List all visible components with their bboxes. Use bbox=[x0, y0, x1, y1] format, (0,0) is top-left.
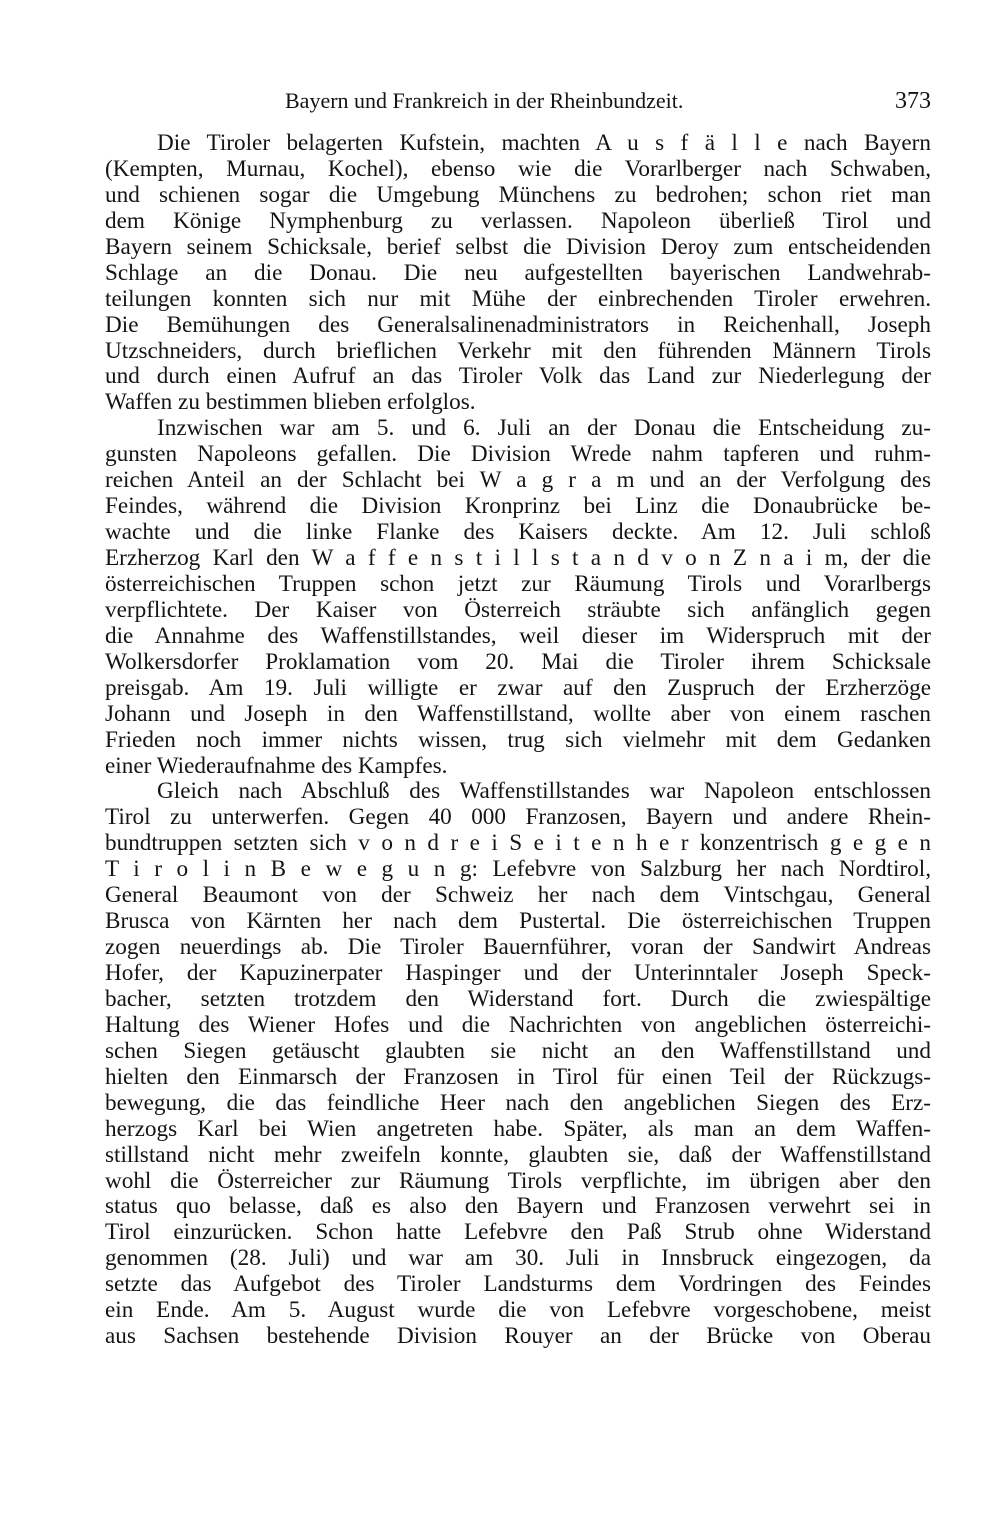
text-line: Die Tiroler belagerten Kufstein, machten A u s f ä l l e nach Bayern bbox=[157, 131, 931, 156]
text-line: Wolkersdorfer Proklamation vom 20. Mai die Tiroler ihrem Schicksale bbox=[105, 649, 931, 675]
text-line: verpflichtete. Der Kaiser von Österreich sträubte sich anfänglich gegen bbox=[105, 597, 931, 623]
text-line: Die Bemühungen des Generalsalinenadministrators in Reichenhall, Joseph bbox=[105, 312, 931, 338]
text-line: herzogs Karl bei Wien angetreten habe. Später, als man an dem Waffen- bbox=[105, 1116, 931, 1142]
text-line: Johann und Joseph in den Waffenstillstand, wollte aber von einem raschen bbox=[105, 701, 931, 727]
text-line: gunsten Napoleons gefallen. Die Division Wrede nahm tapferen und ruhm- bbox=[105, 442, 931, 468]
text-line: österreichischen Truppen schon jetzt zur Räumung Tirols und Vorarlbergs bbox=[105, 571, 931, 597]
text-line: bacher, setzten trotzdem den Widerstand fort. Durch die zwiespältige bbox=[105, 986, 931, 1012]
text-line: preisgab. Am 19. Juli willigte er zwar auf den Zuspruch der Erzherzöge bbox=[105, 675, 931, 701]
text-line: Utzschneiders, durch brieflichen Verkehr mit den führenden Männern Tirols bbox=[105, 338, 931, 364]
text-line: Tirol zu unterwerfen. Gegen 40 000 Franzosen, Bayern und andere Rhein- bbox=[105, 805, 931, 831]
page-header bbox=[105, 84, 931, 118]
running-head: Bayern und Frankreich in der Rheinbundzeit. bbox=[285, 88, 684, 113]
text-line: wachte und die linke Flanke des Kaisers deckte. Am 12. Juli schloß bbox=[105, 520, 931, 546]
text-line: T i r o l i n B e w e g u n g: Lefebvre von Salzburg her nach Nordtirol, bbox=[105, 857, 931, 883]
text-line: und schienen sogar die Umgebung Münchens zu bedrohen; schon riet man bbox=[105, 182, 931, 208]
body-text bbox=[105, 131, 931, 1350]
text-line: Brusca von Kärnten her nach dem Pustertal. Die österreichischen Truppen bbox=[105, 909, 931, 935]
text-line: und durch einen Aufruf an das Tiroler Volk das Land zur Niederlegung der bbox=[105, 364, 931, 390]
page-number: 373 bbox=[895, 88, 931, 114]
text-line: Tirol einzurücken. Schon hatte Lefebvre den Paß Strub ohne Widerstand bbox=[105, 1220, 931, 1246]
text-line: ein Ende. Am 5. August wurde die von Lefebvre vorgeschobene, meist bbox=[105, 1298, 931, 1324]
text-line: dem Könige Nymphenburg zu verlassen. Napoleon überließ Tirol und bbox=[105, 208, 931, 234]
text-line: General Beaumont von der Schweiz her nach dem Vintschgau, General bbox=[105, 883, 931, 909]
text-line: schen Siegen getäuscht glaubten sie nicht an den Waffenstillstand und bbox=[105, 1038, 931, 1064]
text-line: stillstand nicht mehr zweifeln konnte, glaubten sie, daß der Waffenstillstand bbox=[105, 1142, 931, 1168]
text-line: setzte das Aufgebot des Tiroler Landsturms dem Vordringen des Feindes bbox=[105, 1272, 931, 1298]
text-line: (Kempten, Murnau, Kochel), ebenso wie die Vorarlberger nach Schwaben, bbox=[105, 156, 931, 182]
text-line: bundtruppen setzten sich v o n d r e i S e i t e n h e r konzentrisch g e g e n bbox=[105, 831, 931, 857]
text-line: Gleich nach Abschluß des Waffenstillstandes war Napoleon entschlossen bbox=[157, 779, 931, 805]
text-line: Schlage an die Donau. Die neu aufgestellten bayerischen Landwehrab- bbox=[105, 260, 931, 286]
text-line: Feindes, während die Division Kronprinz bei Linz die Donaubrücke be- bbox=[105, 494, 931, 520]
text-line: Hofer, der Kapuzinerpater Haspinger und der Unterinntaler Joseph Speck- bbox=[105, 961, 931, 986]
text-line: teilungen konnten sich nur mit Mühe der einbrechenden Tiroler erwehren. bbox=[105, 286, 931, 312]
text-line: Erzherzog Karl den W a f f e n s t i l l s t a n d v o n Z n a i m, der die bbox=[105, 546, 931, 571]
text-line: Haltung des Wiener Hofes und die Nachrichten von angeblichen österreichi- bbox=[105, 1012, 931, 1038]
text-line: bewegung, die das feindliche Heer nach den angeblichen Siegen des Erz- bbox=[105, 1090, 931, 1116]
text-line: hielten den Einmarsch der Franzosen in Tirol für einen Teil der Rückzugs- bbox=[105, 1064, 931, 1090]
text-line: Waffen zu bestimmen blieben erfolglos. bbox=[105, 390, 476, 416]
text-line: Bayern seinem Schicksale, berief selbst die Division Deroy zum entscheidenden bbox=[105, 234, 931, 260]
text-line: zogen neuerdings ab. Die Tiroler Bauernführer, voran der Sandwirt Andreas bbox=[105, 935, 931, 961]
text-line: einer Wiederaufnahme des Kampfes. bbox=[105, 753, 448, 779]
text-line: reichen Anteil an der Schlacht bei W a g r a m und an der Verfolgung des bbox=[105, 468, 931, 494]
text-line: wohl die Österreicher zur Räumung Tirols verpflichte, im übrigen aber den bbox=[105, 1168, 931, 1194]
text-line: aus Sachsen bestehende Division Rouyer an der Brücke von Oberau bbox=[105, 1324, 931, 1350]
text-line: Inzwischen war am 5. und 6. Juli an der Donau die Entscheidung zu- bbox=[157, 416, 931, 442]
text-line: genommen (28. Juli) und war am 30. Juli in Innsbruck eingezogen, da bbox=[105, 1246, 931, 1272]
text-line: die Annahme des Waffenstillstandes, weil dieser im Widerspruch mit der bbox=[105, 623, 931, 649]
text-line: status quo belasse, daß es also den Bayern und Franzosen verwehrt sei in bbox=[105, 1194, 931, 1220]
text-line: Frieden noch immer nichts wissen, trug sich vielmehr mit dem Gedanken bbox=[105, 727, 931, 753]
